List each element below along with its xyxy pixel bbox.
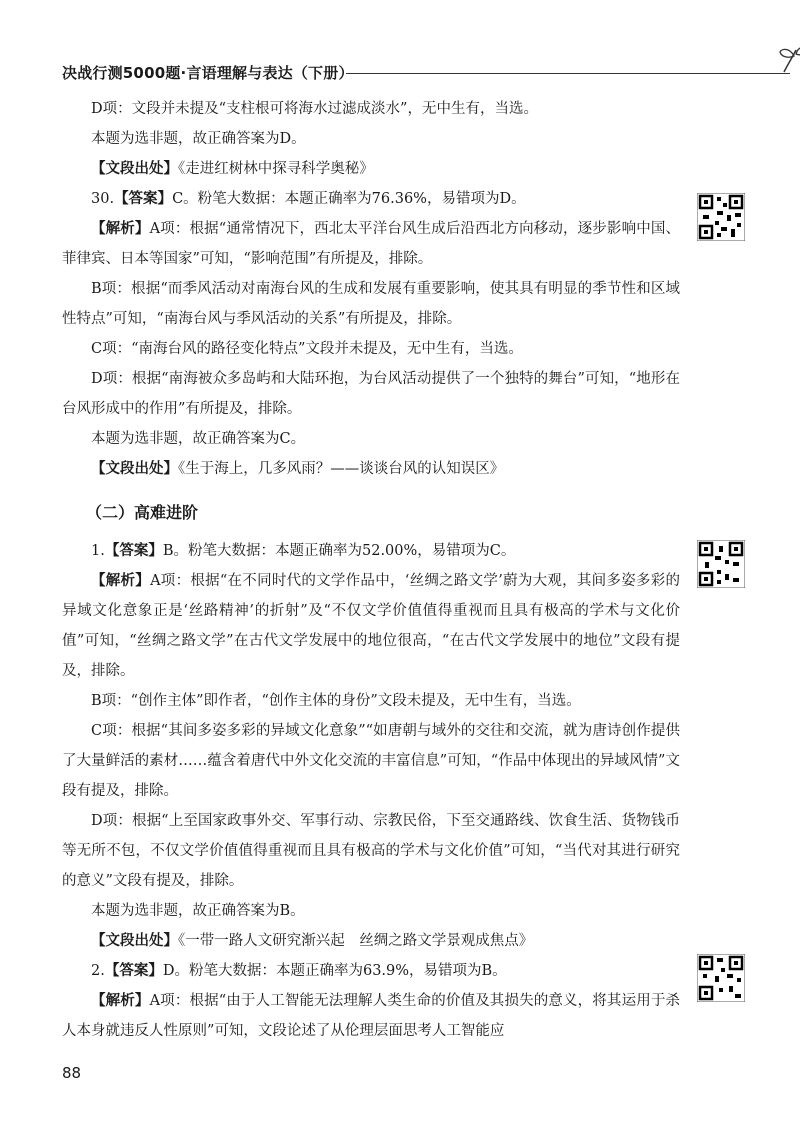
paragraph-text: 《一带一路人文研究渐兴起 丝绸之路文学景观成焦点》 <box>178 933 534 949</box>
paragraph-text: B。粉笔大数据：本题正确率为52.00%，易错项为C。 <box>162 543 516 559</box>
paragraph <box>62 986 680 1046</box>
label-tag: 【文段出处】 <box>91 461 178 477</box>
paragraph-text: A项：根据“在不同时代的文学作品中，‘丝绸之路文学’蔚为大观，其间多姿多彩的异域文化意象正是‘丝路精神’的折射”及“不仅文学价值值得重视而且具有极高的学术与文化价值”可知，“丝绸之路文学”在古代文学发展中的地位很高，“在古代文学发展中的地位”文段有提及，排除。 <box>62 573 680 679</box>
label-tag: 【文段出处】 <box>91 933 178 949</box>
paragraph-text: D。粉笔大数据：本题正确率为63.9%，易错项为B。 <box>162 963 507 979</box>
paragraph-text: 本题为选非题，故正确答案为D。 <box>91 131 306 147</box>
qr-code-icon[interactable] <box>697 954 745 1002</box>
paragraph <box>62 536 680 566</box>
paragraph-text: D项：根据“南海被众多岛屿和大陆环抱，为台风活动提供了一个独特的舞台”可知，“地形在台风形成中的作用”有所提及，排除。 <box>62 371 680 417</box>
paragraph <box>62 424 680 454</box>
paragraph-text: D项：根据“上至国家政事外交、军事行动、宗教民俗，下至交通路线、饮食生活、货物钱币等无所不包，不仅文学价值值得重视而且具有极高的学术与文化价值”可知，“当代对其进行研究的意义”文段有提及，排除。 <box>62 813 680 889</box>
paragraph <box>62 716 680 806</box>
page-number: 88 <box>62 1064 82 1082</box>
section-title: （二）高难进阶 <box>86 503 199 522</box>
paragraph-text: C。粉笔大数据：本题正确率为76.36%，易错项为D。 <box>172 191 526 207</box>
paragraph <box>62 806 680 896</box>
qr-code-icon[interactable] <box>697 540 745 588</box>
paragraph-text: B项：“创作主体”即作者，“创作主体的身份”文段未提及，无中生有，当选。 <box>91 693 581 709</box>
answer-section-2 <box>62 536 680 1046</box>
label-tag: 【答案】 <box>104 963 163 979</box>
header-rule <box>346 73 790 74</box>
label-tag: 【文段出处】 <box>91 161 178 177</box>
paragraph <box>62 214 680 274</box>
paragraph <box>62 686 680 716</box>
paragraph-text: 《走进红树林中探寻科学奥秘》 <box>178 161 374 177</box>
question-number: 2. <box>91 963 105 979</box>
paragraph-text: A项：根据“由于人工智能无法理解人类生命的价值及其损失的意义，将其运用于杀人本身就违反人性原则”可知，文段论述了从伦理层面思考人工智能应 <box>62 993 680 1039</box>
paragraph-text: 《生于海上，几多风雨？——谈谈台风的认知误区》 <box>178 461 505 477</box>
qr-code-icon[interactable] <box>697 193 745 241</box>
paragraph <box>62 334 680 364</box>
paragraph-text: C项：“南海台风的路径变化特点”文段并未提及，无中生有，当选。 <box>91 341 523 357</box>
paragraph <box>62 274 680 334</box>
label-tag: 【解析】 <box>91 993 150 1009</box>
header-title: 决战行测5000题·言语理解与表达（下册） <box>62 64 354 82</box>
paragraph-text: 本题为选非题，故正确答案为C。 <box>91 431 306 447</box>
paragraph <box>62 926 680 956</box>
question-number: 30. <box>91 191 115 207</box>
paragraph-text: A项：根据“通常情况下，西北太平洋台风生成后沿西北方向移动，逐步影响中国、菲律宾、日本等国家”可知，“影响范围”有所提及，排除。 <box>62 221 680 267</box>
paragraph-text: C项：根据“其间多姿多彩的异域文化意象”“如唐朝与域外的交往和交流，就为唐诗创作提供了大量鲜活的素材……蕴含着唐代中外文化交流的丰富信息”可知，“作品中体现出的异域风情”文段有提及，排除。 <box>62 723 680 799</box>
paragraph <box>62 184 680 214</box>
paragraph <box>62 364 680 424</box>
label-tag: 【答案】 <box>104 543 163 559</box>
paragraph <box>62 956 680 986</box>
paragraph-text: D项：文段并未提及“支柱根可将海水过滤成淡水”，无中生有，当选。 <box>91 101 538 117</box>
label-tag: 【解析】 <box>91 573 151 589</box>
paragraph <box>62 896 680 926</box>
running-header <box>62 58 762 88</box>
paragraph <box>62 154 680 184</box>
paragraph-text: B项：根据“而季风活动对南海台风的生成和发展有重要影响，使其具有明显的季节性和区域性特点”可知，“南海台风与季风活动的关系”有所提及，排除。 <box>62 281 680 327</box>
paragraph <box>62 454 680 484</box>
question-number: 1. <box>91 543 105 559</box>
label-tag: 【答案】 <box>114 191 173 207</box>
label-tag: 【解析】 <box>91 221 150 237</box>
paragraph <box>62 124 680 154</box>
answer-section-1 <box>62 94 680 484</box>
paragraph <box>62 94 680 124</box>
paragraph-text: 本题为选非题，故正确答案为B。 <box>91 903 305 919</box>
page-content <box>62 94 680 1046</box>
paragraph <box>62 566 680 686</box>
sprout-icon <box>774 44 800 78</box>
